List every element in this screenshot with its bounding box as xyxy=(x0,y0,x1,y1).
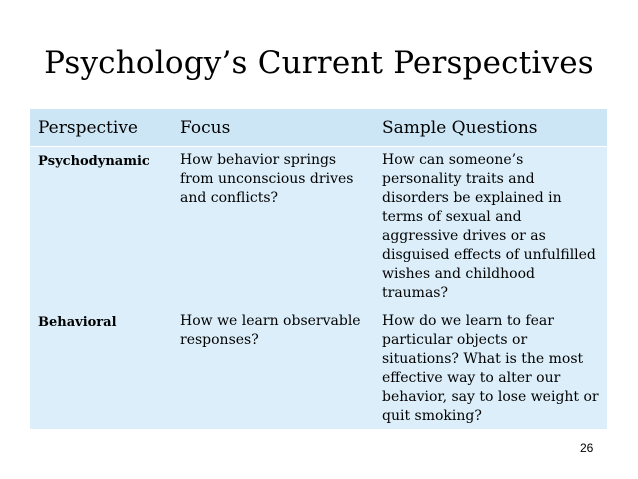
header-perspective: Perspective xyxy=(38,118,138,138)
focus-line: How behavior springs xyxy=(180,152,337,168)
question-line: quit smoking? xyxy=(382,408,482,424)
header-divider xyxy=(30,146,607,147)
question-line: disorders be explained in xyxy=(382,190,562,206)
perspectives-table xyxy=(30,109,607,429)
question-line: particular objects or xyxy=(382,332,528,348)
question-line: wishes and childhood xyxy=(382,266,535,282)
focus-line: responses? xyxy=(180,332,259,348)
focus-line: How we learn observable xyxy=(180,313,361,329)
question-line: aggressive drives or as xyxy=(382,228,546,244)
row-behavioral-questions xyxy=(382,312,607,426)
question-line: terms of sexual and xyxy=(382,209,522,225)
row-behavioral-perspective: Behavioral xyxy=(38,315,117,330)
question-line: How do we learn to fear xyxy=(382,313,554,329)
row-psychodynamic-perspective: Psychodynamic xyxy=(38,154,150,169)
question-line: effective way to alter our xyxy=(382,370,561,386)
question-line: behavior, say to lose weight or xyxy=(382,389,599,405)
question-line: disguised effects of unfulfilled xyxy=(382,247,596,263)
table-header xyxy=(30,109,607,146)
row-psychodynamic-questions xyxy=(382,151,607,303)
header-sample-questions: Sample Questions xyxy=(382,118,538,138)
question-line: How can someone’s xyxy=(382,152,524,168)
header-focus: Focus xyxy=(180,118,231,138)
question-line: traumas? xyxy=(382,285,448,301)
focus-line: from unconscious drives xyxy=(180,171,354,187)
row-behavioral-focus xyxy=(180,312,380,350)
row-psychodynamic-focus xyxy=(180,151,380,208)
slide-title: Psychology’s Current Perspectives xyxy=(44,45,594,81)
question-line: situations? What is the most xyxy=(382,351,584,367)
page-number: 26 xyxy=(580,441,594,455)
focus-line: and conflicts? xyxy=(180,190,279,206)
question-line: personality traits and xyxy=(382,171,535,187)
